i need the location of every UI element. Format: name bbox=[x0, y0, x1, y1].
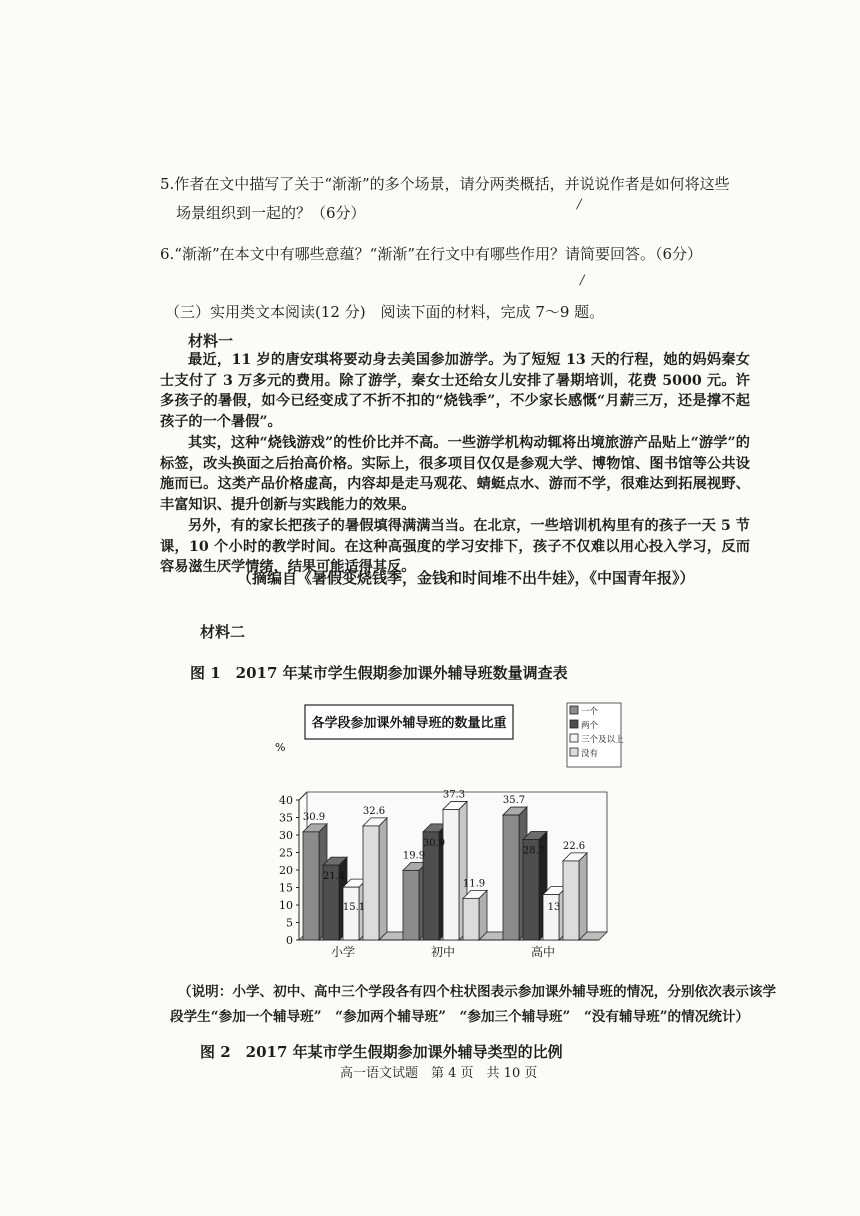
legend-swatch bbox=[570, 748, 578, 756]
chart-title: 各学段参加课外辅导班的数量比重 bbox=[311, 716, 507, 731]
bar-data-label: 15.1 bbox=[342, 902, 366, 913]
legend-label: 一个 bbox=[581, 707, 599, 717]
bar bbox=[303, 832, 319, 940]
legend-swatch bbox=[570, 734, 578, 742]
bar bbox=[363, 826, 379, 940]
y-tick-label: 15 bbox=[279, 881, 293, 895]
y-tick-label: 10 bbox=[279, 899, 293, 912]
material-1-source: （摘编自《暑假变烧钱季，金钱和时间堆不出牛娃》，《中国青年报》） bbox=[237, 569, 695, 587]
figure-1-caption: 图 1 2017 年某市学生假期参加课外辅导班数量调查表 bbox=[190, 664, 568, 682]
bar-chart bbox=[265, 695, 625, 965]
material-1-paragraph-2: 其实，这种“烧钱游戏”的性价比并不高。一些游学机构动辄将出境旅游产品贴上“游学”的标签，改头换面之后抬高价格。实际上，很多项目仅仅是参观大学、博物馆、图书馆等公共设施而已。这类产品价格虚高，内容却是走马观花、蜻蜓点水、游而不学，很难达到拓展视野、丰富知识、提升创新与实践能力的效果。 bbox=[160, 435, 750, 513]
legend-swatch bbox=[570, 706, 578, 714]
bar-data-label: 30.9 bbox=[422, 837, 446, 849]
page-footer: 高一语文试题 第 4 页 共 10 页 bbox=[340, 1066, 538, 1081]
y-tick-label: 35 bbox=[279, 811, 293, 825]
figure-note-line2: 段学生“参加一个辅导班” “参加两个辅导班” “参加三个辅导班” “没有辅导班”的情况统计） bbox=[170, 1009, 750, 1025]
question-6: 6.“渐渐”在本文中有哪些意蕴？“渐渐”在行文中有哪些作用？请简要回答。（6分） bbox=[160, 245, 703, 263]
y-tick-label: 5 bbox=[286, 916, 293, 930]
material-1-paragraph-3: 另外，有的家长把孩子的暑假填得满满当当。在北京，一些培训机构里有的孩子一天 5 节课，10 个小时的教学时间。在这种高强度的学习安排下，孩子不仅难以用心投入学习，反而容易滋生厌学情绪，结果可能适得其反。 bbox=[160, 518, 750, 576]
bar-side bbox=[479, 890, 487, 940]
y-tick-label: 25 bbox=[279, 846, 293, 860]
section-3-heading: （三）实用类文本阅读(12 分) 阅读下面的材料，完成 7～9 题。 bbox=[165, 303, 605, 321]
bar-data-label: 30.9 bbox=[302, 811, 326, 823]
x-category-label: 高中 bbox=[530, 945, 556, 959]
question-5-line1: 5.作者在文中描写了关于“渐渐”的多个场景，请分两类概括，并说说作者是如何将这些 bbox=[160, 175, 730, 193]
y-tick-label: 30 bbox=[279, 829, 293, 842]
y-axis-top-edge bbox=[299, 792, 307, 800]
bar-data-label: 32.6 bbox=[362, 805, 386, 817]
pen-mark: / bbox=[580, 273, 585, 288]
material-1-paragraph-1: 最近，11 岁的唐安琪将要动身去美国参加游学。为了短短 13 天的行程，她的妈妈秦女士支付了 3 万多元的费用。除了游学，秦女士还给女儿安排了暑期培训，花费 5000 元。许多孩子的暑假，如今已经变成了不折不扣的“烧钱季”，不少家长感慨“月薪三万，还是撑不起孩子的一个暑假”。 bbox=[160, 352, 750, 430]
y-tick-label: 40 bbox=[279, 794, 293, 807]
bar-data-label: 28.7 bbox=[522, 845, 546, 857]
legend-label: 没有 bbox=[581, 749, 599, 759]
bar-data-label: 21.4 bbox=[322, 871, 346, 883]
bar bbox=[463, 898, 479, 940]
y-tick-label: 0 bbox=[286, 934, 293, 947]
figure-2-caption: 图 2 2017 年某市学生假期参加课外辅导类型的比例 bbox=[200, 1043, 563, 1061]
legend-label: 三个及以上 bbox=[581, 735, 624, 745]
bar-data-label: 13 bbox=[547, 902, 561, 913]
bar bbox=[403, 870, 419, 940]
bar bbox=[343, 887, 359, 940]
bar bbox=[503, 815, 519, 940]
legend-swatch bbox=[570, 720, 578, 728]
y-axis-unit: % bbox=[275, 741, 286, 754]
x-category-label: 初中 bbox=[430, 945, 456, 959]
x-category-label: 小学 bbox=[330, 945, 356, 959]
bar-data-label: 19.9 bbox=[402, 850, 426, 862]
bar-data-label: 35.7 bbox=[502, 795, 526, 807]
pen-mark: / bbox=[577, 197, 582, 212]
material-1-title: 材料一 bbox=[188, 332, 234, 350]
bar bbox=[563, 861, 579, 940]
material-2-title: 材料二 bbox=[200, 623, 246, 641]
bar-side bbox=[579, 853, 587, 940]
bar-data-label: 22.6 bbox=[562, 840, 586, 852]
bar-side bbox=[379, 818, 387, 940]
question-5-line2: 场景组织到一起的？（6分） bbox=[176, 204, 366, 222]
figure-note-line1: （说明：小学、初中、高中三个学段各有四个柱状图表示参加课外辅导班的情况，分别依次表示该学 bbox=[178, 984, 777, 1000]
bar bbox=[443, 809, 459, 940]
legend-label: 两个 bbox=[581, 721, 599, 731]
bar-data-label: 37.3 bbox=[442, 789, 466, 801]
y-tick-label: 20 bbox=[279, 864, 293, 877]
bar-data-label: 11.9 bbox=[462, 878, 486, 890]
